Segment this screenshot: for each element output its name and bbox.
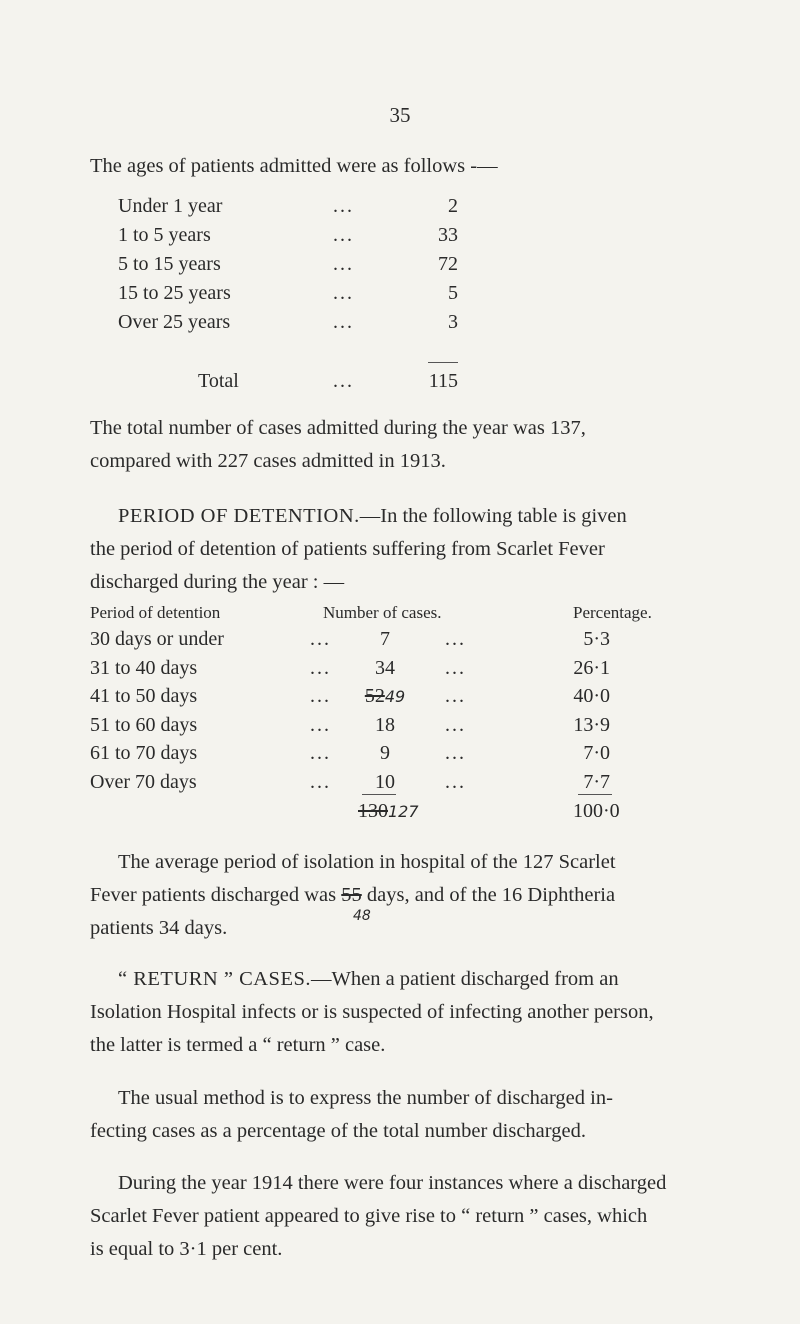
text-run: —In the following table is given [359, 505, 627, 527]
struck-value: 55 [341, 884, 362, 906]
ages-total-value: 115 [428, 370, 458, 392]
detention-table [90, 628, 730, 799]
age-value: 72 [438, 253, 458, 275]
section-heading: “ RETURN ” CASES. [118, 968, 311, 990]
cases-cell: 18 [375, 713, 395, 736]
text-run: days, and of the 16 Diphtheria [366, 884, 616, 906]
age-value: 33 [438, 224, 458, 246]
leader-dots: ... [445, 685, 466, 707]
text-line [90, 879, 740, 912]
age-label: 1 to 5 years [118, 224, 211, 246]
leader-dots: ... [445, 742, 466, 764]
total-rule [428, 362, 458, 363]
period-cell: 61 to 70 days [90, 742, 198, 764]
period-cell: 41 to 50 days [90, 685, 198, 707]
handwritten-correction: 48 [353, 908, 371, 924]
percentage-cell: 5·3 [583, 628, 610, 650]
total-rule [362, 794, 396, 795]
percentage-cell: 7·0 [583, 742, 610, 764]
leader-dots: ... [333, 195, 354, 217]
leader-dots: ... [333, 311, 354, 333]
return-cases-paragraph [90, 963, 740, 1062]
leader-dots: ... [445, 656, 466, 679]
total-rule [578, 794, 612, 795]
text-run: Fever patients discharged was [90, 884, 337, 906]
age-label: Under 1 year [118, 195, 223, 217]
ages-row [118, 224, 518, 253]
cases-cell: 7 [380, 628, 390, 650]
table-row [90, 685, 730, 714]
text-line: During the year 1914 there were four instances where a discharged [118, 1172, 667, 1194]
table-row [90, 628, 730, 657]
handwritten-correction: 127 [388, 802, 419, 821]
text-line [90, 963, 740, 996]
ages-table [118, 195, 518, 340]
cases-total [358, 800, 419, 823]
leader-dots: ... [333, 282, 354, 304]
return-instances-paragraph [90, 1167, 740, 1266]
age-label: 15 to 25 years [118, 282, 231, 304]
text-line: fecting cases as a percentage of the total number discharged. [90, 1120, 586, 1142]
age-value: 3 [448, 311, 458, 333]
ages-intro: The ages of patients admitted were as follows -— [90, 155, 498, 177]
ages-row [118, 282, 518, 311]
struck-value: 52 [364, 685, 385, 707]
column-header-cases: Number of cases. [323, 603, 442, 622]
leader-dots: ... [310, 656, 331, 679]
cases-cell [350, 685, 420, 708]
table-row [90, 657, 730, 686]
ages-total-label: Total [198, 370, 239, 392]
leader-dots: ... [310, 742, 331, 764]
percentage-cell: 40·0 [573, 685, 610, 707]
ages-row [118, 195, 518, 224]
isolation-paragraph [90, 846, 740, 945]
period-cell: 51 to 60 days [90, 713, 198, 736]
method-paragraph [90, 1082, 740, 1148]
table-row [90, 714, 730, 743]
leader-dots: ... [333, 370, 354, 392]
leader-dots: ... [310, 713, 331, 736]
age-label: Over 25 years [118, 311, 231, 333]
leader-dots: ... [310, 770, 331, 793]
text-line: The total number of cases admitted during the year was 137, [90, 417, 586, 439]
leader-dots: ... [445, 713, 466, 736]
text-line [90, 500, 740, 533]
age-value: 5 [448, 282, 458, 304]
percentage-total: 100·0 [573, 800, 620, 822]
ages-row [118, 253, 518, 282]
text-line: patients 34 days. [90, 917, 228, 939]
text-line: the latter is termed a “ return ” case. [90, 1034, 386, 1056]
percentage-cell: 7·7 [583, 770, 610, 793]
text-line: the period of detention of patients suffering from Scarlet Fever [90, 538, 605, 560]
section-heading: PERIOD OF DETENTION. [118, 505, 360, 527]
text-line: The average period of isolation in hospital of the 127 Scarlet [118, 851, 616, 873]
text-run: —When a patient discharged from an [311, 968, 619, 990]
struck-value: 130 [358, 800, 388, 822]
total-cases-paragraph [90, 412, 740, 478]
ages-row [118, 311, 518, 340]
text-line: Scarlet Fever patient appeared to give rise to “ return ” cases, which [90, 1205, 648, 1227]
table-row [90, 742, 730, 771]
text-line: Isolation Hospital infects or is suspected of infecting another person, [90, 1001, 654, 1023]
age-label: 5 to 15 years [118, 253, 221, 275]
leader-dots: ... [333, 224, 354, 246]
leader-dots: ... [310, 628, 331, 650]
cases-cell: 10 [375, 770, 395, 793]
cases-cell: 9 [380, 742, 390, 764]
period-cell: Over 70 days [90, 770, 197, 793]
text-line: The usual method is to express the number of discharged in- [118, 1087, 613, 1109]
text-line: discharged during the year : — [90, 571, 345, 593]
leader-dots: ... [310, 685, 331, 707]
text-line: compared with 227 cases admitted in 1913. [90, 450, 446, 472]
handwritten-correction: 49 [384, 687, 406, 706]
page-number: 35 [389, 103, 411, 127]
column-header-percentage: Percentage. [573, 603, 652, 622]
table-row [90, 771, 730, 800]
text-line: is equal to 3·1 per cent. [90, 1238, 283, 1260]
period-cell: 30 days or under [90, 628, 224, 650]
column-header-period: Period of detention [90, 603, 221, 622]
cases-cell: 34 [375, 656, 395, 679]
leader-dots: ... [445, 770, 466, 793]
percentage-cell: 26·1 [573, 656, 610, 679]
age-value: 2 [448, 195, 458, 217]
period-cell: 31 to 40 days [90, 656, 198, 679]
percentage-cell: 13·9 [573, 713, 610, 736]
detention-paragraph [90, 500, 740, 599]
leader-dots: ... [333, 253, 354, 275]
leader-dots: ... [445, 628, 466, 650]
